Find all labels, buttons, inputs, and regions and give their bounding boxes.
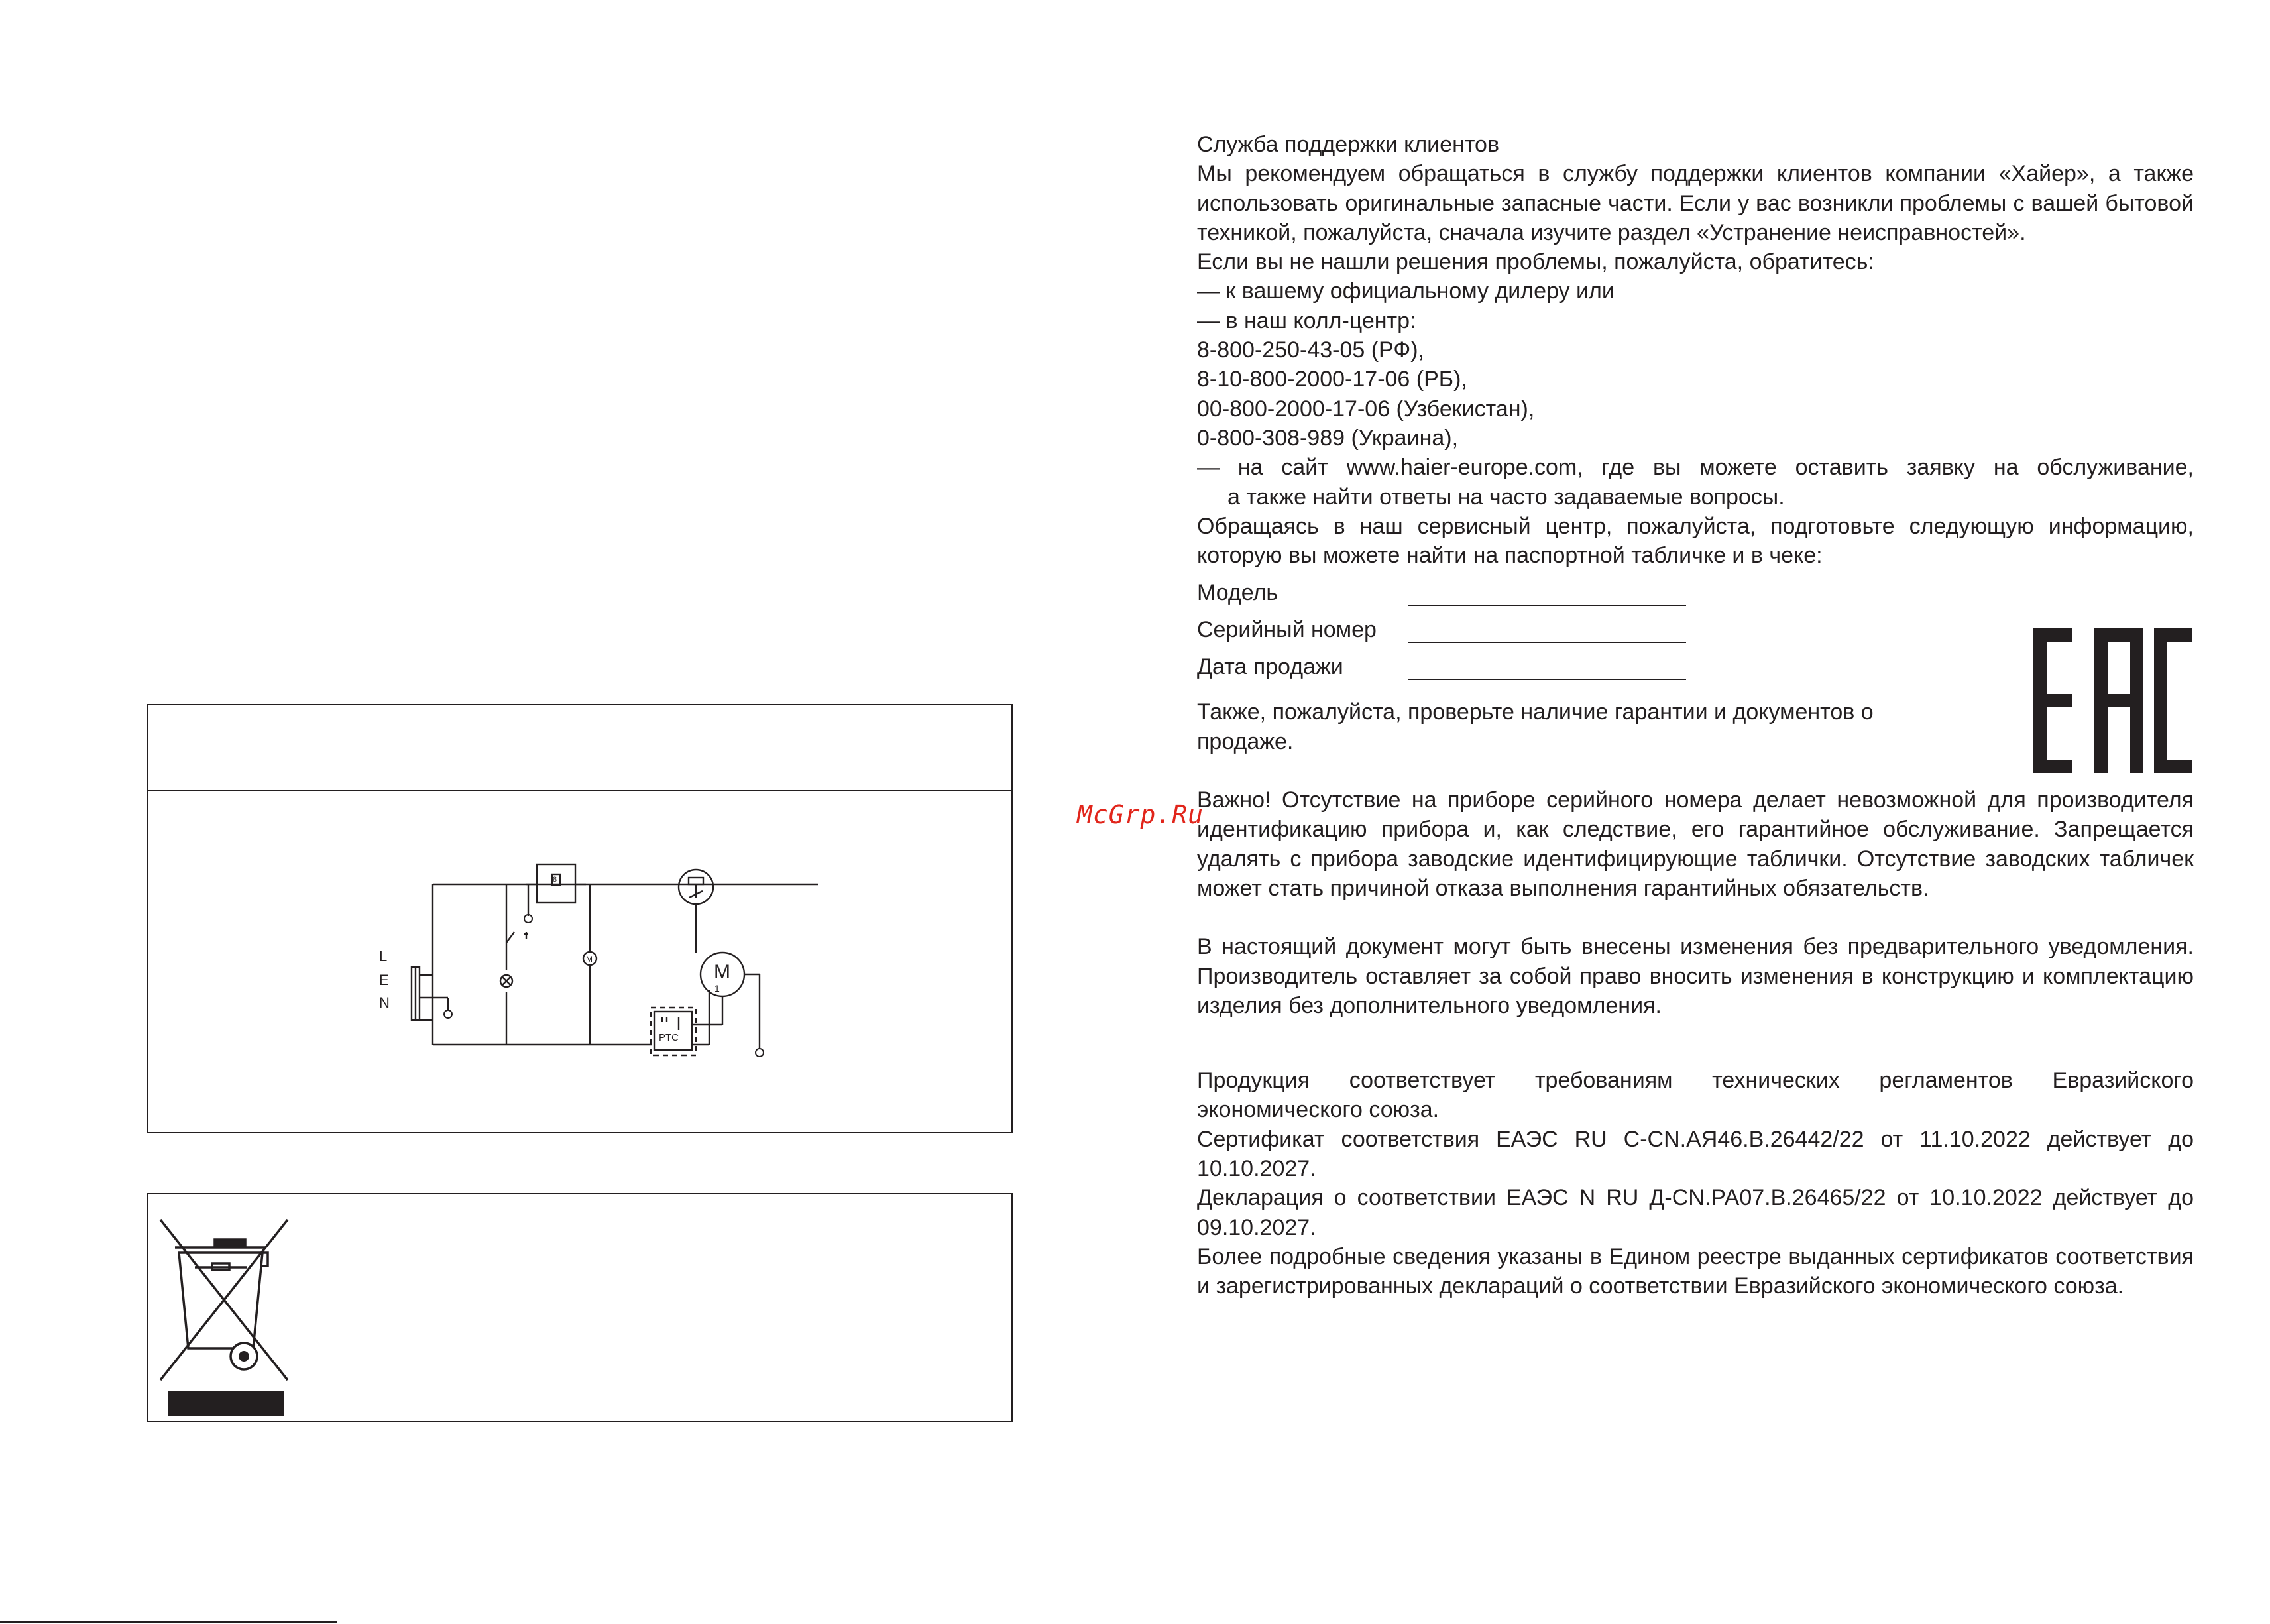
date-row — [1197, 652, 2194, 689]
compliance-certificate: Сертификат соответствия ЕАЭС RU C-CN.АЯ46.В.26442/22 от 11.10.2022 действует до 10.10.2027. — [1197, 1126, 2194, 1182]
phone-by: 8-10-800-2000-17-06 (РБ), — [1197, 367, 1467, 392]
line-label: L — [379, 948, 388, 964]
date-blank-line — [1408, 652, 1686, 680]
service-info-column — [1197, 130, 2194, 1301]
option-site-cont: а также найти ответы на часто задаваемые вопросы. — [1227, 484, 1785, 510]
prepare-info: Обращаясь в наш сервисный центр, пожалуйста, подготовьте следующую информацию, которую вы можете найти на паспортной табличке и в чеке: — [1197, 513, 2194, 569]
compliance-declaration: Декларация о соответствии ЕАЭС N RU Д-CN.РА07.В.26465/22 от 10.10.2022 действует до 09.10.2027. — [1197, 1185, 2194, 1240]
option-callcenter: — в наш колл-центр: — [1197, 308, 1416, 333]
compressor-motor-label: M — [714, 961, 730, 983]
date-label: Дата продажи — [1197, 654, 1343, 680]
serial-row — [1197, 615, 2194, 652]
phone-ru: 8-800-250-43-05 (РФ), — [1197, 337, 1424, 363]
model-blank-line — [1408, 578, 1686, 606]
support-intro: Мы рекомендуем обращаться в службу поддержки клиентов компании «Хайер», а также использовать оригинальные запасные части. Если у вас возникли проблемы с вашей бытовой техникой, пожалуйста, сначала изучите раздел «Устранение неисправностей». — [1197, 161, 2194, 245]
crossed-out-bin-icon — [148, 1194, 1011, 1421]
changes-notice: В настоящий документ могут быть внесены изменения без предварительного уведомления. Производитель оставляет за собой право вносить изменения в конструкцию и комплектацию изделия без дополнительного уведомления. — [1197, 934, 2194, 1018]
support-title: Служба поддержки клиентов — [1197, 132, 1500, 157]
weee-disposal-box — [147, 1193, 1013, 1422]
watermark: McGrp.Ru — [1077, 800, 1204, 829]
ptc-label: PTC — [659, 1032, 679, 1043]
option-site: — на сайт www.haier-europe.com, где вы можете оставить заявку на обслуживание, — [1197, 455, 2194, 481]
neutral-label: N — [379, 994, 390, 1011]
serial-blank-line — [1408, 615, 1686, 643]
support-if-not-solved: Если вы не нашли решения проблемы, пожалуйста, обратитесь: — [1197, 249, 1874, 275]
footer-rule — [0, 1621, 337, 1623]
wiring-diagram-box — [147, 704, 1013, 1133]
check-docs: Также, пожалуйста, проверьте наличие гарантии и документов о продаже. — [1197, 699, 1874, 754]
important-notice: Важно! Отсутствие на приборе серийного номера делает невозможной для производителя идентификацию прибора и, как следствие, его гарантийное обслуживание. Запрещается удалять с прибора заводские идентифицирующие таблички. Отсутствие заводских табличек может стать причиной отказа выполнения гарантийных обязательств. — [1197, 787, 2194, 901]
fan-motor-label: M — [586, 955, 593, 964]
serial-label: Серийный номер — [1197, 617, 1377, 643]
compressor-motor-sub: 1 — [714, 983, 720, 994]
compliance-eaeu: Продукция соответствует требованиям технических регламентов Евразийского экономического союза. — [1197, 1068, 2194, 1123]
thermostat-label: 8 — [553, 876, 557, 884]
compliance-registry: Более подробные сведения указаны в Едином реестре выданных сертификатов соответствия и зарегистрированных деклараций о соответствии Евразийского экономического союза. — [1197, 1244, 2194, 1299]
diagram-header-strip — [148, 705, 1011, 791]
wiring-diagram — [148, 791, 1011, 1132]
phone-ua: 0-800-308-989 (Украина), — [1197, 425, 1459, 451]
option-dealer: — к вашему официальному дилеру или — [1197, 278, 1615, 304]
model-label: Модель — [1197, 580, 1278, 606]
weee-black-bar — [168, 1391, 284, 1416]
earth-label: E — [379, 972, 389, 988]
model-row — [1197, 578, 2194, 615]
phone-uz: 00-800-2000-17-06 (Узбекистан), — [1197, 396, 1535, 422]
